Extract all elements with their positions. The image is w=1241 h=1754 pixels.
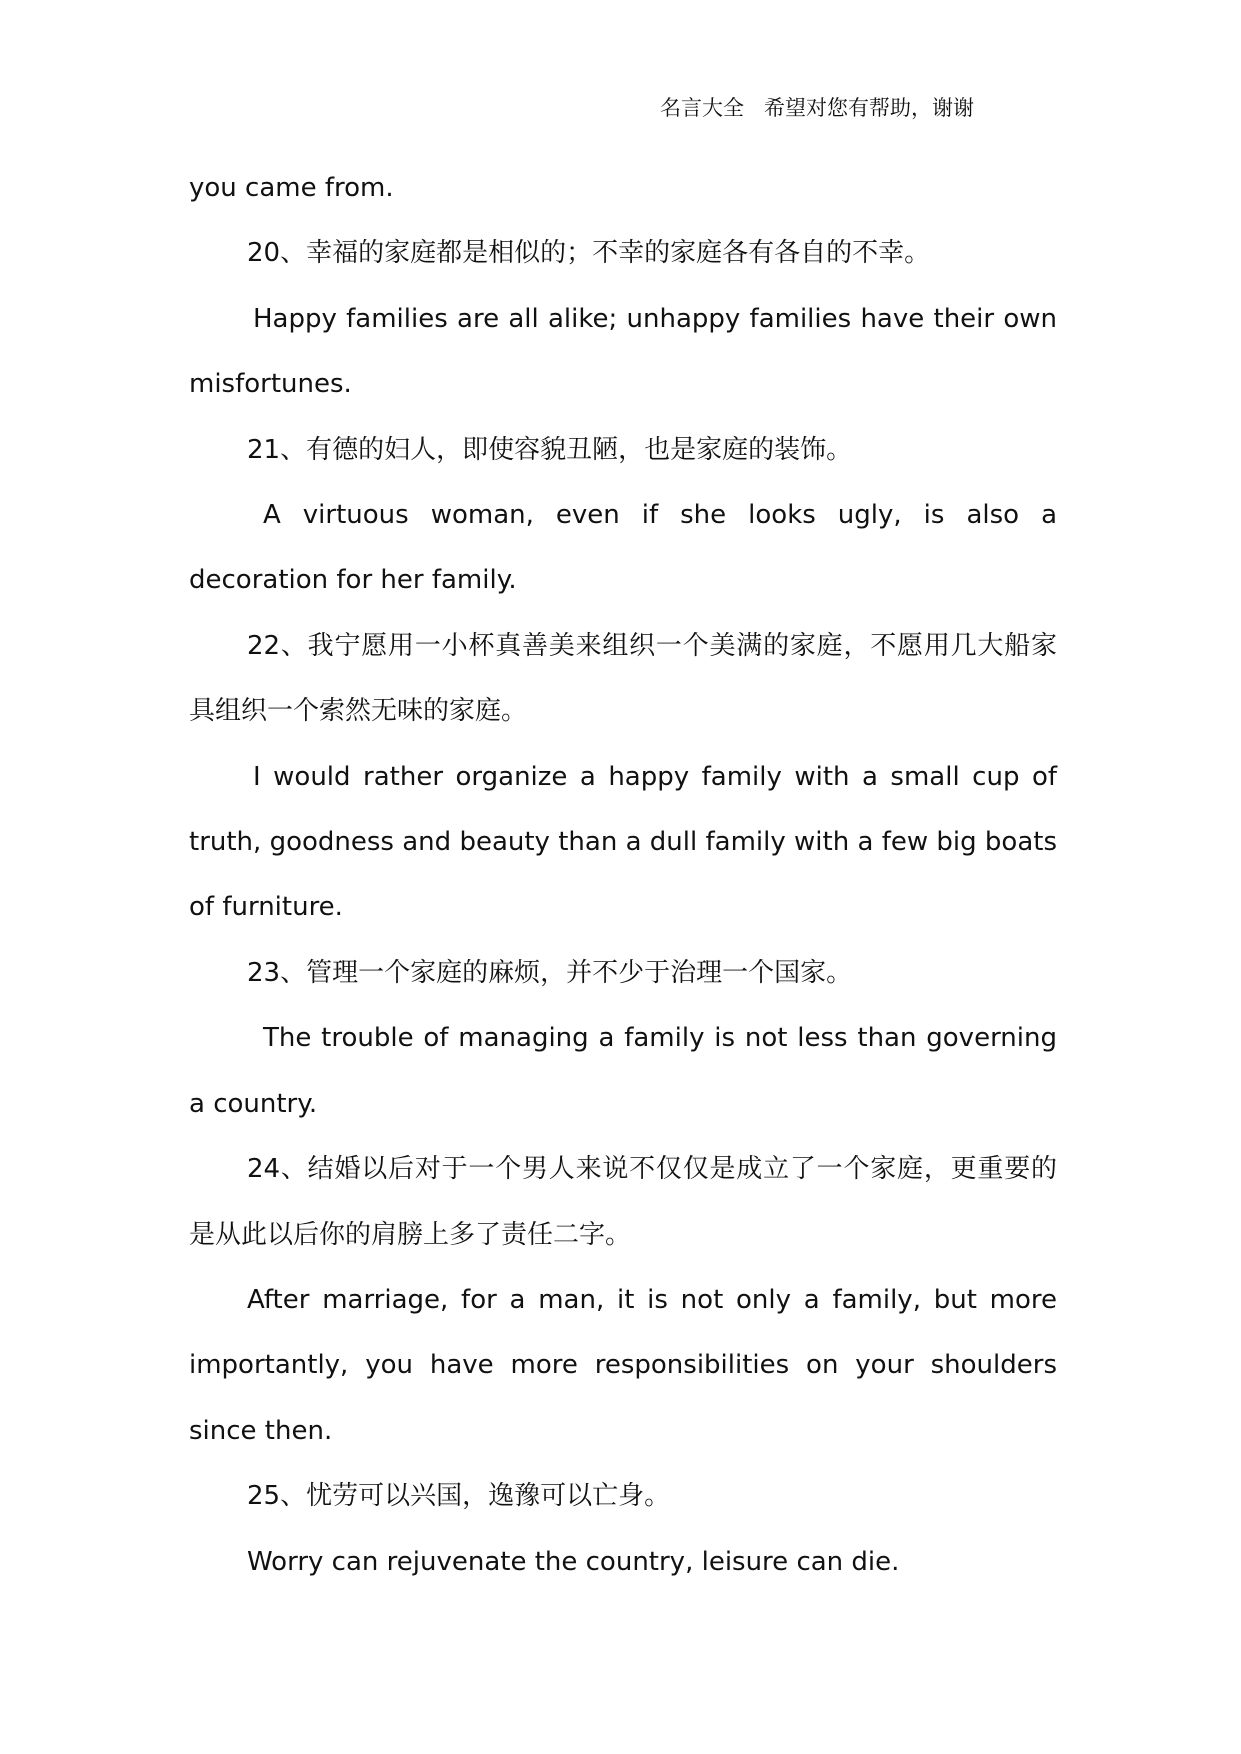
paragraph: The trouble of managing a family is not less than governing a country. (189, 1023, 1057, 1119)
paragraph: 20、幸福的家庭都是相似的；不幸的家庭各有各自的不幸。 (247, 238, 931, 269)
paragraph: Happy families are all alike; unhappy families have their own misfortunes. (189, 303, 1057, 400)
paragraph: you came from. (189, 173, 394, 203)
header-subtitle: 希望对您有帮助，谢谢 (764, 96, 974, 120)
paragraph: After marriage, for a man, it is not only a family, but more importantly, you have more responsibilities on your shoulders since then. (189, 1284, 1057, 1446)
paragraph: 24、结婚以后对于一个男人来说不仅仅是成立了一个家庭，更重要的是从此以后你的肩膀上多了责任二字。 (189, 1154, 1057, 1250)
document-body (189, 156, 1057, 1595)
header-title: 名言大全 (660, 96, 744, 120)
paragraph: 25、忧劳可以兴国，逸豫可以亡身。 (247, 1481, 671, 1512)
page-header (660, 94, 974, 122)
paragraph: 22、我宁愿用一小杯真善美来组织一个美满的家庭，不愿用几大船家具组织一个索然无味的家庭。 (189, 630, 1057, 727)
paragraph: 23、管理一个家庭的麻烦，并不少于治理一个国家。 (247, 957, 853, 988)
paragraph: Worry can rejuvenate the country, leisure can die. (247, 1546, 900, 1577)
paragraph: A virtuous woman, even if she looks ugly, is also a decoration for her family. (189, 500, 1057, 596)
paragraph: I would rather organize a happy family with a small cup of truth, goodness and beauty than a dull family with a few big boats of furniture. (189, 761, 1057, 923)
paragraph: 21、有德的妇人，即使容貌丑陋，也是家庭的装饰。 (247, 434, 853, 465)
